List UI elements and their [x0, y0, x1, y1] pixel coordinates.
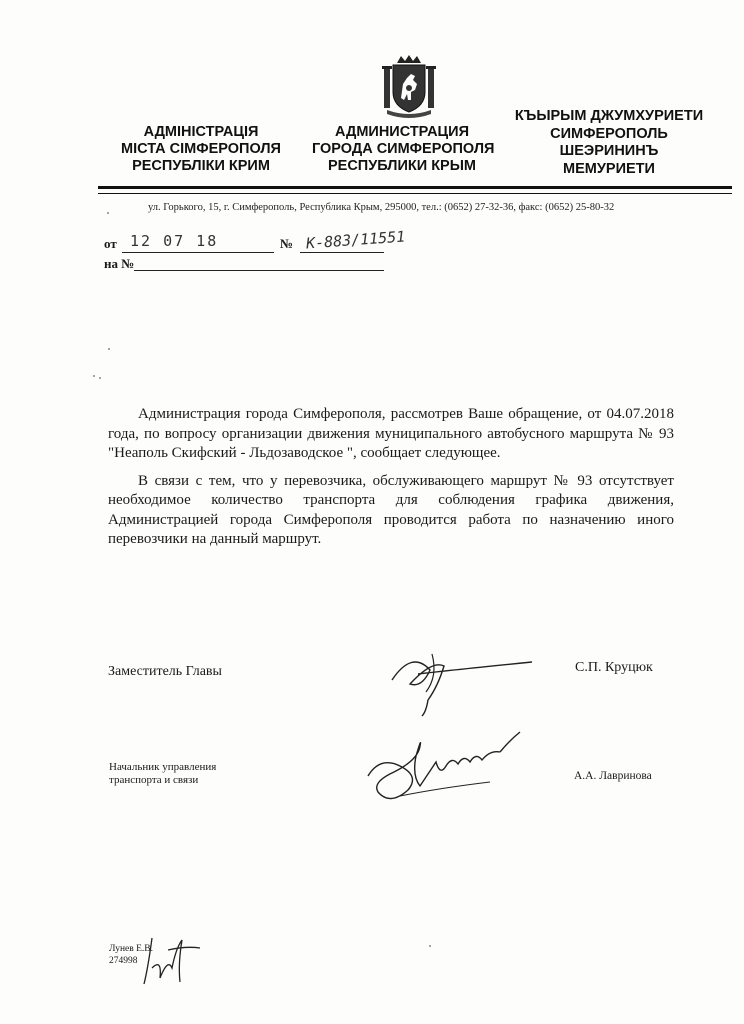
- header-divider-thin: [98, 193, 732, 194]
- executor-initials: [138, 928, 208, 988]
- date-label: от: [104, 236, 117, 251]
- header-left-line-3: РЕСПУБЛІКИ КРИМ: [132, 158, 270, 174]
- letter-body: [108, 405, 674, 558]
- header-left-line-2: МІСТА СІМФЕРОПОЛЯ: [121, 141, 281, 157]
- number-value: К-883/11551: [305, 227, 406, 253]
- head-name: А.А. Лавринова: [574, 770, 652, 782]
- header-right: [512, 108, 706, 178]
- body-paragraph-2: В связи с тем, что у перевозчика, обслуживающего маршрут № 93 отсутствует необходимое количество транспорта для соблюдения графика движения, Администрацией города Симферополя проводится работа по назначению иного перевозчики на данный маршрут.: [108, 472, 674, 547]
- head-role-line-1: Начальник управления: [109, 761, 217, 773]
- header-right-line-2: СИМФЕРОПОЛЬ: [550, 125, 668, 142]
- header-right-line-4: МЕМУРИЕТИ: [563, 160, 655, 177]
- scan-speck: [99, 377, 101, 379]
- header-center-line-2: ГОРОДА СИМФЕРОПОЛЯ: [312, 141, 495, 157]
- header-center-line-3: РЕСПУБЛИКИ КРЫМ: [327, 158, 476, 174]
- organization-address: ул. Горького, 15, г. Симферополь, Республика Крым, 295000, тел.: (0652) 27-32-36, факс: (0652) 25-80-32: [148, 202, 615, 213]
- head-role-line-2: транспорта и связи: [109, 774, 199, 786]
- date-underline: [122, 252, 274, 253]
- head-signature: [360, 726, 530, 810]
- executor-name: Лунев Е.В.: [109, 944, 154, 954]
- number-label: №: [280, 236, 294, 251]
- body-paragraph-1: Администрация города Симферополя, рассмотрев Ваше обращение, от 04.07.2018 года, по вопросу организации движения муниципального автобусного маршрута № 93 "Неаполь Скифский - Льдозаводское ", сообщает следующее.: [108, 406, 674, 461]
- reply-label: на №: [104, 256, 135, 271]
- date-value: 12 07 18: [130, 232, 219, 250]
- deputy-signature: [382, 640, 542, 720]
- scan-speck: [93, 375, 95, 377]
- scan-speck: [108, 348, 110, 350]
- deputy-name: С.П. Круцюк: [575, 660, 653, 675]
- header-left: [116, 124, 286, 175]
- deputy-role: Заместитель Главы: [108, 664, 222, 679]
- scan-speck: [429, 945, 431, 947]
- header-divider-thick: [98, 186, 732, 189]
- crimea-coat-of-arms-icon: [381, 54, 437, 118]
- executor-phone: 274998: [109, 956, 138, 966]
- reply-underline: [134, 270, 384, 271]
- header-left-line-1: АДМІНІСТРАЦІЯ: [143, 124, 259, 140]
- number-underline: [300, 252, 384, 253]
- header-center-line-1: АДМИНИСТРАЦИЯ: [334, 124, 469, 140]
- header-center: [312, 124, 495, 175]
- header-right-line-1: КЪЫРЫМ ДЖУМХУРИЕТИ: [514, 108, 704, 124]
- header-right-line-3: ШЕЭРИНИНЪ: [559, 143, 659, 159]
- scan-speck: [107, 212, 109, 214]
